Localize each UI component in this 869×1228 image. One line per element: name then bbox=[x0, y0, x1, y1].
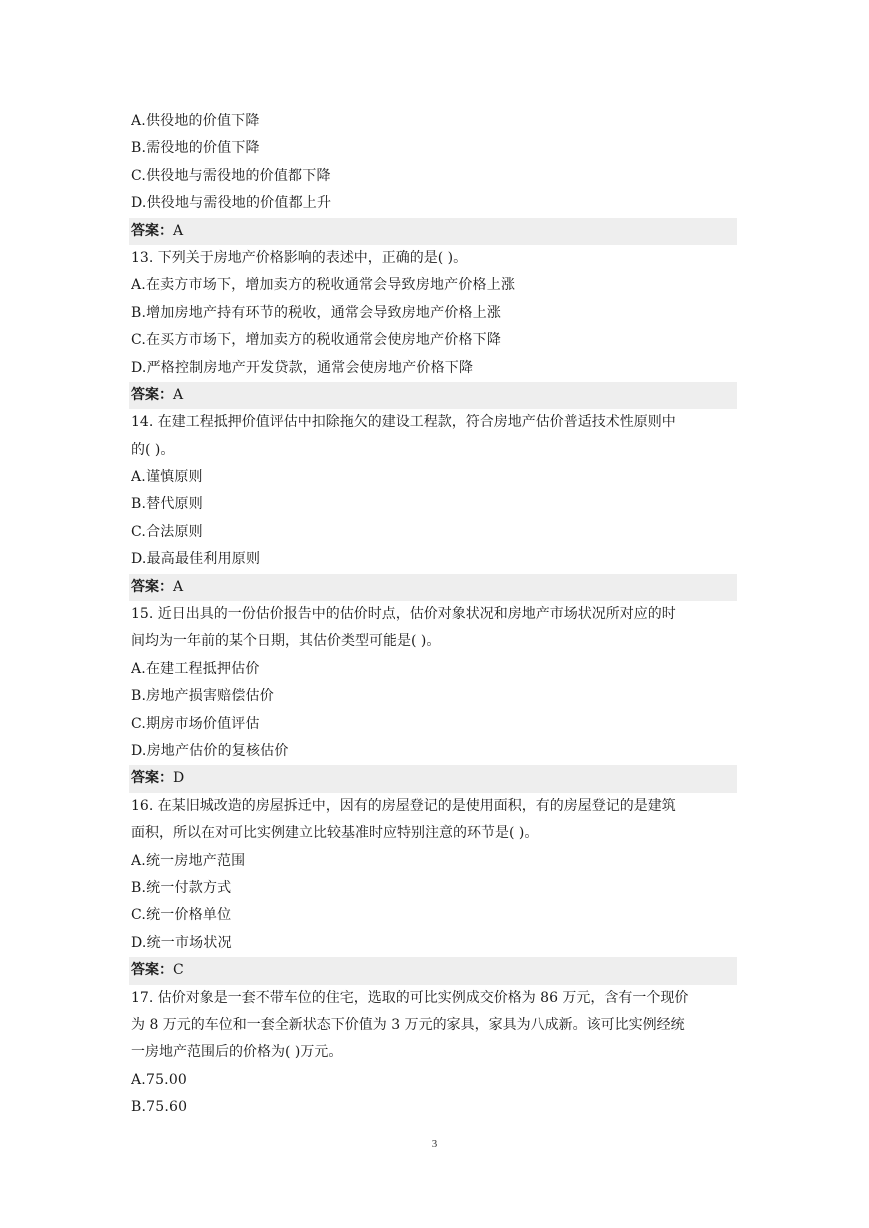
option-line: C.合法原则 bbox=[131, 523, 203, 540]
question-line: 15. 近日出具的一份估价报告中的估价时点，估价对象状况和房地产市场状况所对应的时 bbox=[131, 606, 676, 623]
option-line: D.最高最佳利用原则 bbox=[131, 551, 261, 568]
option-line: B.房地产损害赔偿估价 bbox=[131, 688, 274, 705]
answer-label: 答案： bbox=[131, 770, 173, 787]
answer-label: 答案： bbox=[131, 962, 173, 979]
answer-label: 答案： bbox=[131, 578, 173, 595]
option-line: D.供役地与需役地的价值都上升 bbox=[131, 195, 332, 212]
option-line: C.供役地与需役地的价值都下降 bbox=[131, 167, 331, 184]
question-line: 17. 估价对象是一套不带车位的住宅，选取的可比实例成交价格为 86 万元，含有一个现价 bbox=[131, 989, 689, 1006]
option-line: A.供役地的价值下降 bbox=[131, 113, 260, 129]
question-line: 的( )。 bbox=[131, 441, 175, 458]
option-line: D.严格控制房地产开发贷款，通常会使房地产价格下降 bbox=[131, 359, 474, 376]
option-line: A.统一房地产范围 bbox=[131, 852, 246, 869]
answer-row bbox=[129, 957, 737, 984]
option-line: C.在买方市场下，增加卖方的税收通常会使房地产价格下降 bbox=[131, 332, 502, 349]
answer-value: A bbox=[173, 386, 184, 403]
question-line: 13. 下列关于房地产价格影响的表述中，正确的是( )。 bbox=[131, 249, 468, 266]
question-line: 16. 在某旧城改造的房屋拆迁中，因有的房屋登记的是使用面积，有的房屋登记的是建筑 bbox=[131, 797, 676, 814]
answer-value: A bbox=[173, 578, 184, 595]
answer-row bbox=[129, 382, 737, 409]
option-line: D.房地产估价的复核估价 bbox=[131, 742, 289, 759]
answer-row bbox=[129, 218, 737, 245]
option-line: A.75.00 bbox=[131, 1071, 188, 1088]
option-line: D.统一市场状况 bbox=[131, 934, 232, 951]
question-line: 为 8 万元的车位和一套全新状态下价值为 3 万元的家具，家具为八成新。该可比实例经统 bbox=[131, 1016, 685, 1033]
document-body bbox=[131, 108, 737, 1121]
answer-row bbox=[129, 765, 737, 792]
answer-label: 答案： bbox=[131, 386, 173, 403]
answer-label: 答案： bbox=[131, 222, 173, 239]
option-line: B.替代原则 bbox=[131, 496, 203, 513]
option-line: B.增加房地产持有环节的税收，通常会导致房地产价格上涨 bbox=[131, 304, 502, 321]
option-line: A.谨慎原则 bbox=[131, 469, 203, 486]
answer-value: C bbox=[173, 962, 184, 979]
option-line: B.统一付款方式 bbox=[131, 879, 232, 896]
option-line: C.期房市场价值评估 bbox=[131, 715, 260, 732]
option-line: B.75.60 bbox=[131, 1099, 188, 1116]
option-line: A.在建工程抵押估价 bbox=[131, 660, 260, 677]
option-line: A.在卖方市场下，增加卖方的税收通常会导致房地产价格上涨 bbox=[131, 277, 516, 294]
question-line: 14. 在建工程抵押价值评估中扣除拖欠的建设工程款，符合房地产估价普适技术性原则中 bbox=[131, 414, 676, 431]
answer-row bbox=[129, 574, 737, 601]
option-line: B.需役地的价值下降 bbox=[131, 140, 260, 157]
question-line: 面积，所以在对可比实例建立比较基准时应特别注意的环节是( )。 bbox=[131, 825, 539, 842]
question-line: 一房地产范围后的价格为( )万元。 bbox=[131, 1044, 343, 1061]
page-number: 3 bbox=[431, 1138, 438, 1150]
question-line: 间均为一年前的某个日期，其估价类型可能是( )。 bbox=[131, 633, 441, 650]
option-line: C.统一价格单位 bbox=[131, 907, 232, 924]
answer-value: A bbox=[173, 222, 184, 239]
answer-value: D bbox=[173, 770, 185, 787]
